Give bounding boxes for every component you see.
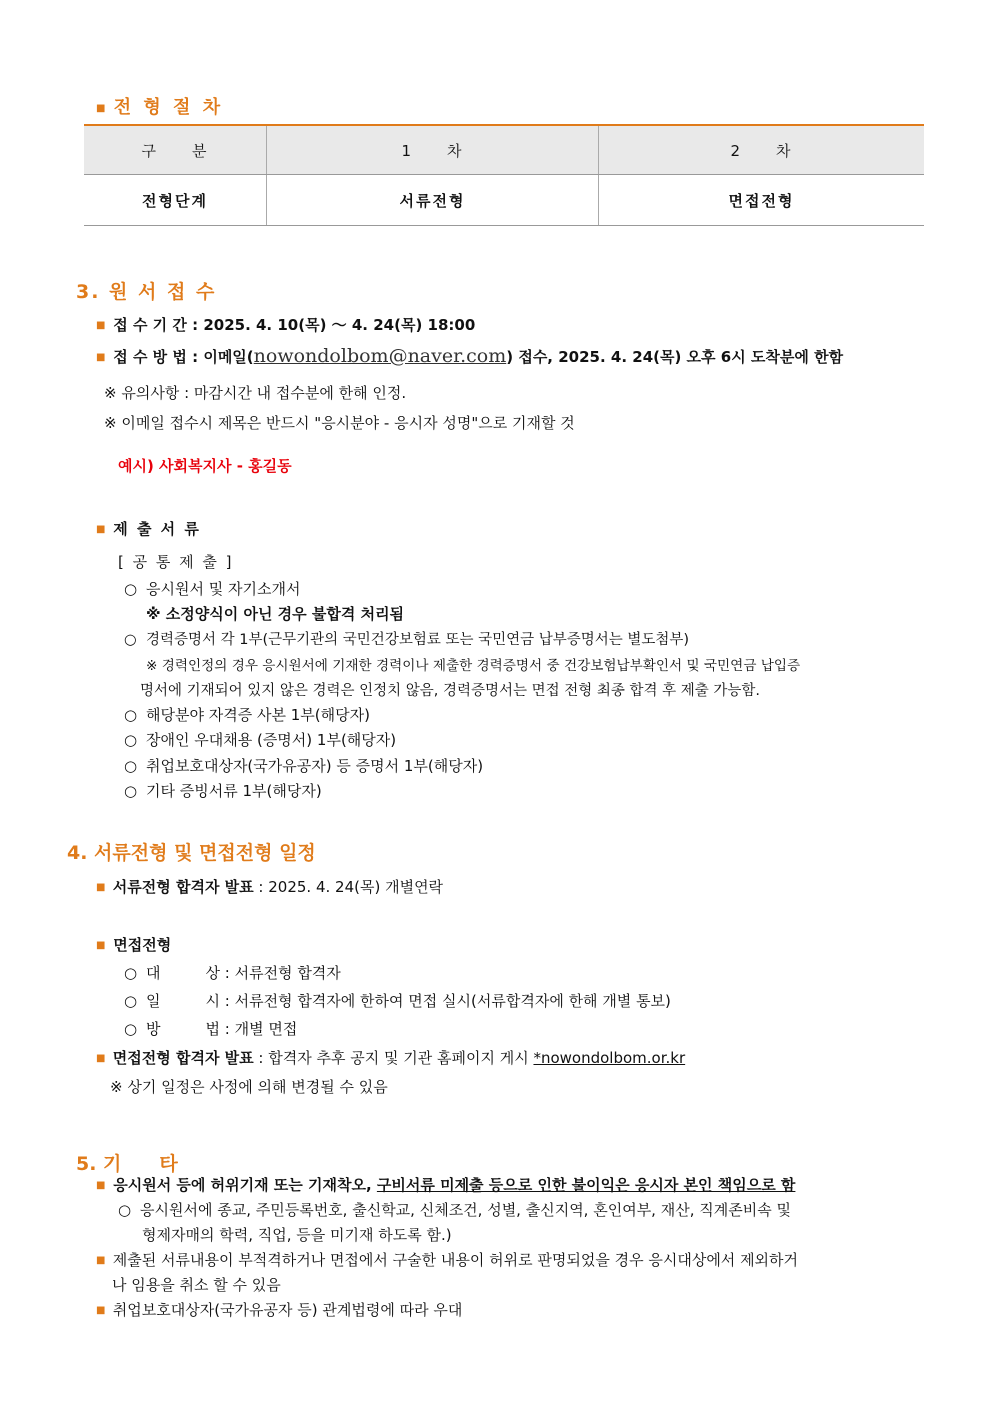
period-line: ■ 접 수 기 간 : 2025. 4. 10(목) ～ 4. 24(목) 18:00 <box>96 316 476 334</box>
circle-bullet-icon: ○ <box>124 782 138 800</box>
square-bullet-icon: ■ <box>96 1053 106 1064</box>
list-item: ※ 경력인정의 경우 응시원서에 기재한 경력이나 제출한 경력증명서 중 건강보험납부확인서 및 국민연금 납입증 <box>146 658 801 674</box>
common-submission-label: [ 공 통 제 출 ] <box>118 553 234 571</box>
table-cell: 전형단계 <box>84 175 267 226</box>
other-item-3: ■ 취업보호대상자(국가유공자 등) 관계법령에 따라 우대 <box>96 1301 463 1319</box>
list-item: ○ 장애인 우대채용 (증명서) 1부(해당자) <box>124 731 397 749</box>
list-item: ※ 소정양식이 아닌 경우 불합격 처리됨 <box>146 605 405 623</box>
section3-heading: 3. 원 서 접 수 <box>76 281 217 303</box>
list-item: 명서에 기재되어 있지 않은 경력은 인정치 않음, 경력증명서는 면접 전형 최종 합격 후 제출 가능함. <box>140 683 761 699</box>
square-bullet-icon: ■ <box>96 882 106 893</box>
documents-heading: ■ 제 출 서 류 <box>96 520 201 538</box>
table-header-cell: 2 차 <box>599 125 925 175</box>
list-item: ○ 경력증명서 각 1부(근무기관의 국민건강보험료 또는 국민연금 납부증명서는 별도첨부) <box>124 632 690 648</box>
circle-bullet-icon: ○ <box>124 757 138 775</box>
list-item: ○ 취업보호대상자(국가유공자) 등 증명서 1부(해당자) <box>124 757 484 775</box>
note-deadline: ※ 유의사항 : 마감시간 내 접수분에 한해 인정. <box>104 384 407 402</box>
square-bullet-icon: ■ <box>96 524 106 535</box>
circle-bullet-icon: ○ <box>124 992 138 1010</box>
list-item: ○ 해당분야 자격증 사본 1부(해당자) <box>124 706 370 724</box>
square-bullet-icon: ■ <box>96 1305 106 1316</box>
square-bullet-icon: ■ <box>96 103 106 114</box>
circle-bullet-icon: ○ <box>124 731 138 749</box>
square-bullet-icon: ■ <box>96 940 106 951</box>
other-item-2: ■ 제출된 서류내용이 부적격하거나 면접에서 구술한 내용이 허위로 판명되었을 경우 응시대상에서 제외하거 <box>96 1251 799 1269</box>
table-row <box>84 175 924 226</box>
circle-bullet-icon: ○ <box>124 1020 138 1038</box>
circle-bullet-icon: ○ <box>124 964 138 982</box>
homepage-link[interactable]: *nowondolbom.or.kr <box>533 1049 686 1067</box>
note-email-subject: ※ 이메일 접수시 제목은 반드시 "응시분야 - 응시자 성명"으로 기재할 것 <box>104 414 575 432</box>
interview-heading: ■ 면접전형 <box>96 936 172 954</box>
section5-heading: 5. 기 타 <box>76 1153 178 1175</box>
square-bullet-icon: ■ <box>96 1180 106 1191</box>
list-item: ○ 일 시 : 서류전형 합격자에 한하여 면접 실시(서류합격자에 한해 개별 통보) <box>124 992 671 1010</box>
table-cell: 서류전형 <box>267 175 599 226</box>
other-item-2-cont: 나 임용을 취소 할 수 있음 <box>112 1276 281 1294</box>
list-item: ○ 방 법 : 개별 면접 <box>124 1020 298 1038</box>
square-bullet-icon: ■ <box>96 352 106 363</box>
email-link[interactable]: nowondolbom@naver.com <box>253 345 507 367</box>
list-item: ○ 기타 증빙서류 1부(해당자) <box>124 782 322 800</box>
section4-heading: 4. 서류전형 및 면접전형 일정 <box>67 842 316 864</box>
interview-pass-line: ■ 면접전형 합격자 발표 : 합격자 추후 공지 및 기관 홈페이지 게시 *nowondolbom.or.kr <box>96 1049 686 1067</box>
doc-pass-line: ■ 서류전형 합격자 발표 : 2025. 4. 24(목) 개별연락 <box>96 878 444 896</box>
circle-bullet-icon: ○ <box>124 580 138 598</box>
table-cell: 면접전형 <box>599 175 925 226</box>
other-item-1-sub: ○ 응시원서에 종교, 주민등록번호, 출신학교, 신체조건, 성별, 출신지역, 혼인여부, 재산, 직계존비속 및 <box>118 1201 791 1219</box>
table-row <box>84 125 924 175</box>
circle-bullet-icon: ○ <box>124 632 137 648</box>
table-header-cell: 1 차 <box>267 125 599 175</box>
method-line: ■ 접 수 방 법 : 이메일(nowondolbom@naver.com) 접수, 2025. 4. 24(목) 오후 6시 도착분에 한함 <box>96 345 844 367</box>
list-item: ○ 응시원서 및 자기소개서 <box>124 580 301 598</box>
circle-bullet-icon: ○ <box>124 706 138 724</box>
square-bullet-icon: ■ <box>96 320 106 331</box>
selection-heading: ■ 전 형 절 차 <box>96 97 224 118</box>
other-item-1: ■ 응시원서 등에 허위기재 또는 기재착오, 구비서류 미제출 등으로 인한 불이익은 응시자 본인 책임으로 함 <box>96 1176 796 1194</box>
example-text: 예시) 사회복지사 - 홍길동 <box>118 457 292 475</box>
square-bullet-icon: ■ <box>96 1255 106 1266</box>
other-item-1-sub-cont: 형제자매의 학력, 직업, 등을 미기재 하도록 함.) <box>142 1226 452 1244</box>
schedule-note: ※ 상기 일정은 사정에 의해 변경될 수 있음 <box>110 1078 388 1096</box>
selection-table <box>84 124 924 226</box>
table-header-cell: 구 분 <box>84 125 267 175</box>
circle-bullet-icon: ○ <box>118 1201 132 1219</box>
list-item: ○ 대 상 : 서류전형 합격자 <box>124 964 341 982</box>
